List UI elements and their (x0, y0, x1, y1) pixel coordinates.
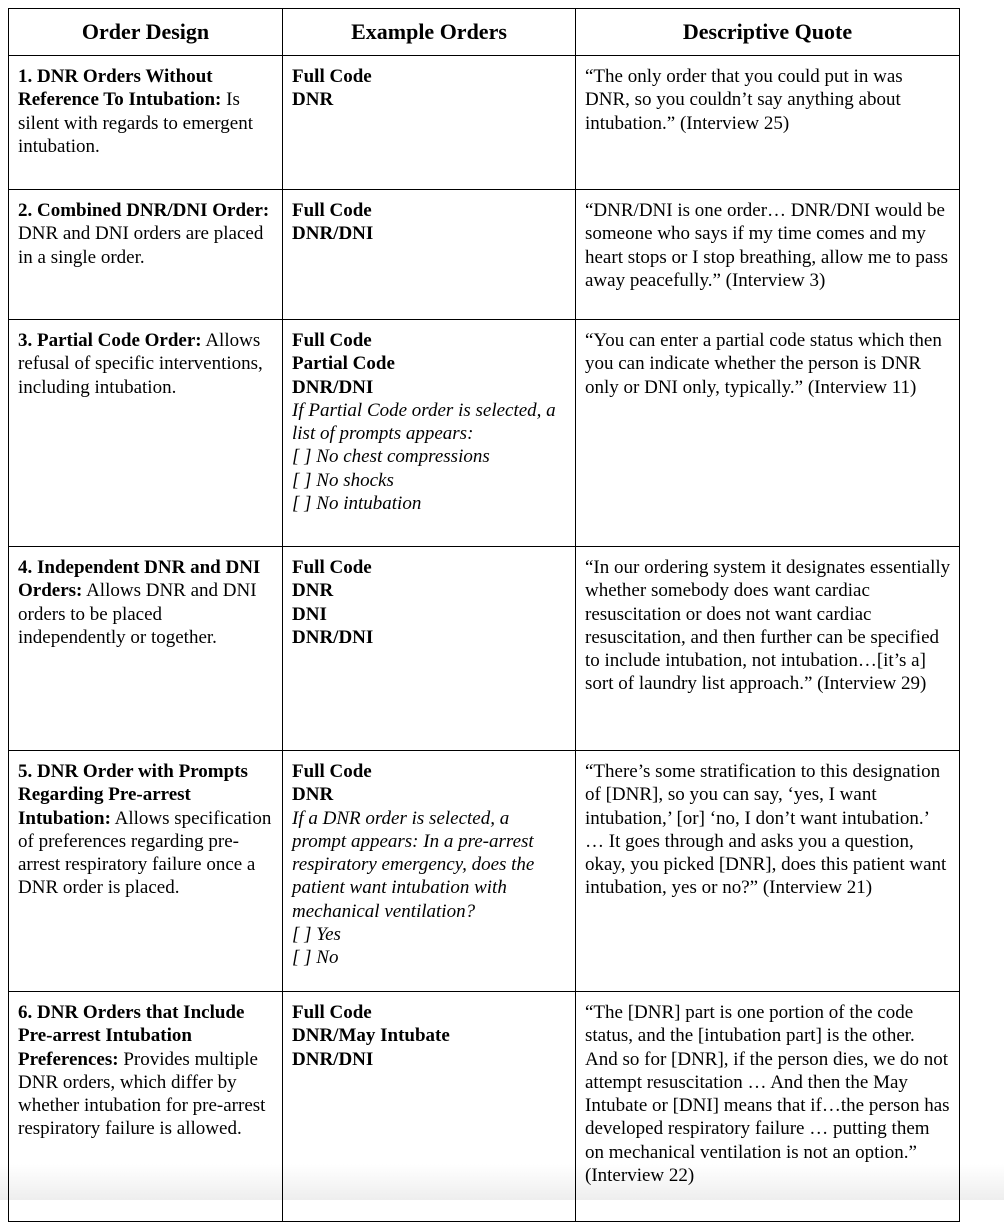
table-row (9, 547, 960, 751)
prompt-text: If a DNR order is selected, a prompt appears: In a pre-arrest respiratory emergency, does the patient want intubation with mechanical ventilation? (292, 807, 535, 922)
header-order-design: Order Design (9, 9, 283, 56)
design-description: Allows refusal of specific interventions, including intubation. (18, 330, 263, 398)
order-option: Full Code (292, 1002, 372, 1023)
order-option: DNR (292, 89, 334, 111)
example-orders-cell (283, 56, 576, 190)
quote-text: “DNR/DNI is one order… DNR/DNI would be someone who says if my time comes and my heart stops or I stop breathing, allow me to pass away peacefully.” (Interview 3) (585, 200, 949, 291)
descriptive-quote-cell (576, 751, 960, 992)
example-orders-cell (283, 320, 576, 547)
quote-text: “The [DNR] part is one portion of the code status, and the [intubation part] is the other. And so for [DNR], if the person dies, we do not attempt resuscitation … And then the May Intubate or [DNI] means that if…the person has developed respiratory failure … putting them on mechanical ventilation is not an option.” (Interview 22) (585, 1002, 950, 1187)
order-option: Full Code (292, 200, 372, 221)
table-row (9, 190, 960, 320)
prompt-checkbox-option: [ ] No shocks (292, 469, 394, 491)
order-option: DNR/DNI (292, 376, 374, 398)
order-design-cell (9, 56, 283, 190)
example-orders-cell (283, 992, 576, 1222)
quote-text: “There’s some stratification to this designation of [DNR], so you can say, ‘yes, I want intubation,’ [or] ‘no, I don’t want intubation.’ … It goes through and asks you a question, okay, you picked [DNR], does this patient want intubation, yes or no?” (Interview 21) (585, 761, 947, 899)
design-title: 3. Partial Code Order: (18, 330, 202, 351)
design-title: 1. DNR Orders Without Reference To Intubation: (18, 66, 222, 111)
prompt-checkbox-option: [ ] No (292, 947, 339, 969)
order-design-cell (9, 751, 283, 992)
order-design-table (8, 8, 960, 1222)
header-example-orders: Example Orders (283, 9, 576, 56)
order-option: DNR/DNI (292, 223, 374, 245)
order-option: Full Code (292, 761, 372, 782)
prompt-checkbox-option: [ ] Yes (292, 924, 341, 946)
order-option: DNR (292, 580, 334, 602)
quote-text: “In our ordering system it designates essentially whether somebody does want cardiac resuscitation or does not want cardiac resuscitation, and then further can be specified to include intubation, not intubation…[it’s a] sort of laundry list approach.” (Interview 29) (585, 557, 951, 695)
table-row (9, 751, 960, 992)
order-option: DNR/DNI (292, 1048, 374, 1070)
order-option: Full Code (292, 66, 372, 87)
descriptive-quote-cell (576, 190, 960, 320)
descriptive-quote-cell (576, 547, 960, 751)
table-row (9, 992, 960, 1222)
quote-text: “You can enter a partial code status which then you can indicate whether the person is DNR only or DNI only, typically.” (Interview 11) (585, 330, 942, 398)
prompt-checkbox-option: [ ] No intubation (292, 493, 422, 515)
design-description: Is silent with regards to emergent intubation. (18, 89, 253, 157)
descriptive-quote-cell (576, 56, 960, 190)
design-description: Allows DNR and DNI orders to be placed independently or together. (18, 580, 257, 648)
example-orders-cell (283, 190, 576, 320)
quote-text: “The only order that you could put in was DNR, so you couldn’t say anything about intubation.” (Interview 25) (585, 66, 903, 134)
order-option: DNR/May Intubate (292, 1025, 450, 1047)
order-design-cell (9, 190, 283, 320)
table-row (9, 56, 960, 190)
order-design-cell (9, 547, 283, 751)
design-description: Provides multiple DNR orders, which differ by whether intubation for pre-arrest respiratory failure is allowed. (18, 1048, 266, 1140)
design-title: 5. DNR Order with Prompts Regarding Pre-arrest Intubation: (18, 761, 248, 829)
order-option: DNR (292, 784, 334, 806)
descriptive-quote-cell (576, 320, 960, 547)
order-option: DNR/DNI (292, 626, 374, 648)
order-design-cell (9, 320, 283, 547)
header-descriptive-quote: Descriptive Quote (576, 9, 960, 56)
design-title: 4. Independent DNR and DNI Orders: (18, 557, 261, 602)
order-option: Full Code (292, 557, 372, 578)
descriptive-quote-cell (576, 992, 960, 1222)
example-orders-cell (283, 547, 576, 751)
order-design-cell (9, 992, 283, 1222)
design-title: 2. Combined DNR/DNI Order: (18, 200, 270, 221)
prompt-text: If Partial Code order is selected, a list of prompts appears: (292, 399, 556, 445)
order-option: Partial Code (292, 353, 395, 375)
table-row (9, 320, 960, 547)
design-description: Allows specification of preferences regarding pre-arrest respiratory failure once a DNR order is placed. (18, 807, 272, 899)
example-orders-cell (283, 751, 576, 992)
table-header-row (9, 9, 960, 56)
order-option: DNI (292, 603, 327, 625)
design-description: DNR and DNI orders are placed in a single order. (18, 223, 264, 268)
prompt-checkbox-option: [ ] No chest compressions (292, 446, 490, 468)
order-option: Full Code (292, 330, 372, 351)
design-title: 6. DNR Orders that Include Pre-arrest Intubation Preferences: (18, 1002, 245, 1070)
